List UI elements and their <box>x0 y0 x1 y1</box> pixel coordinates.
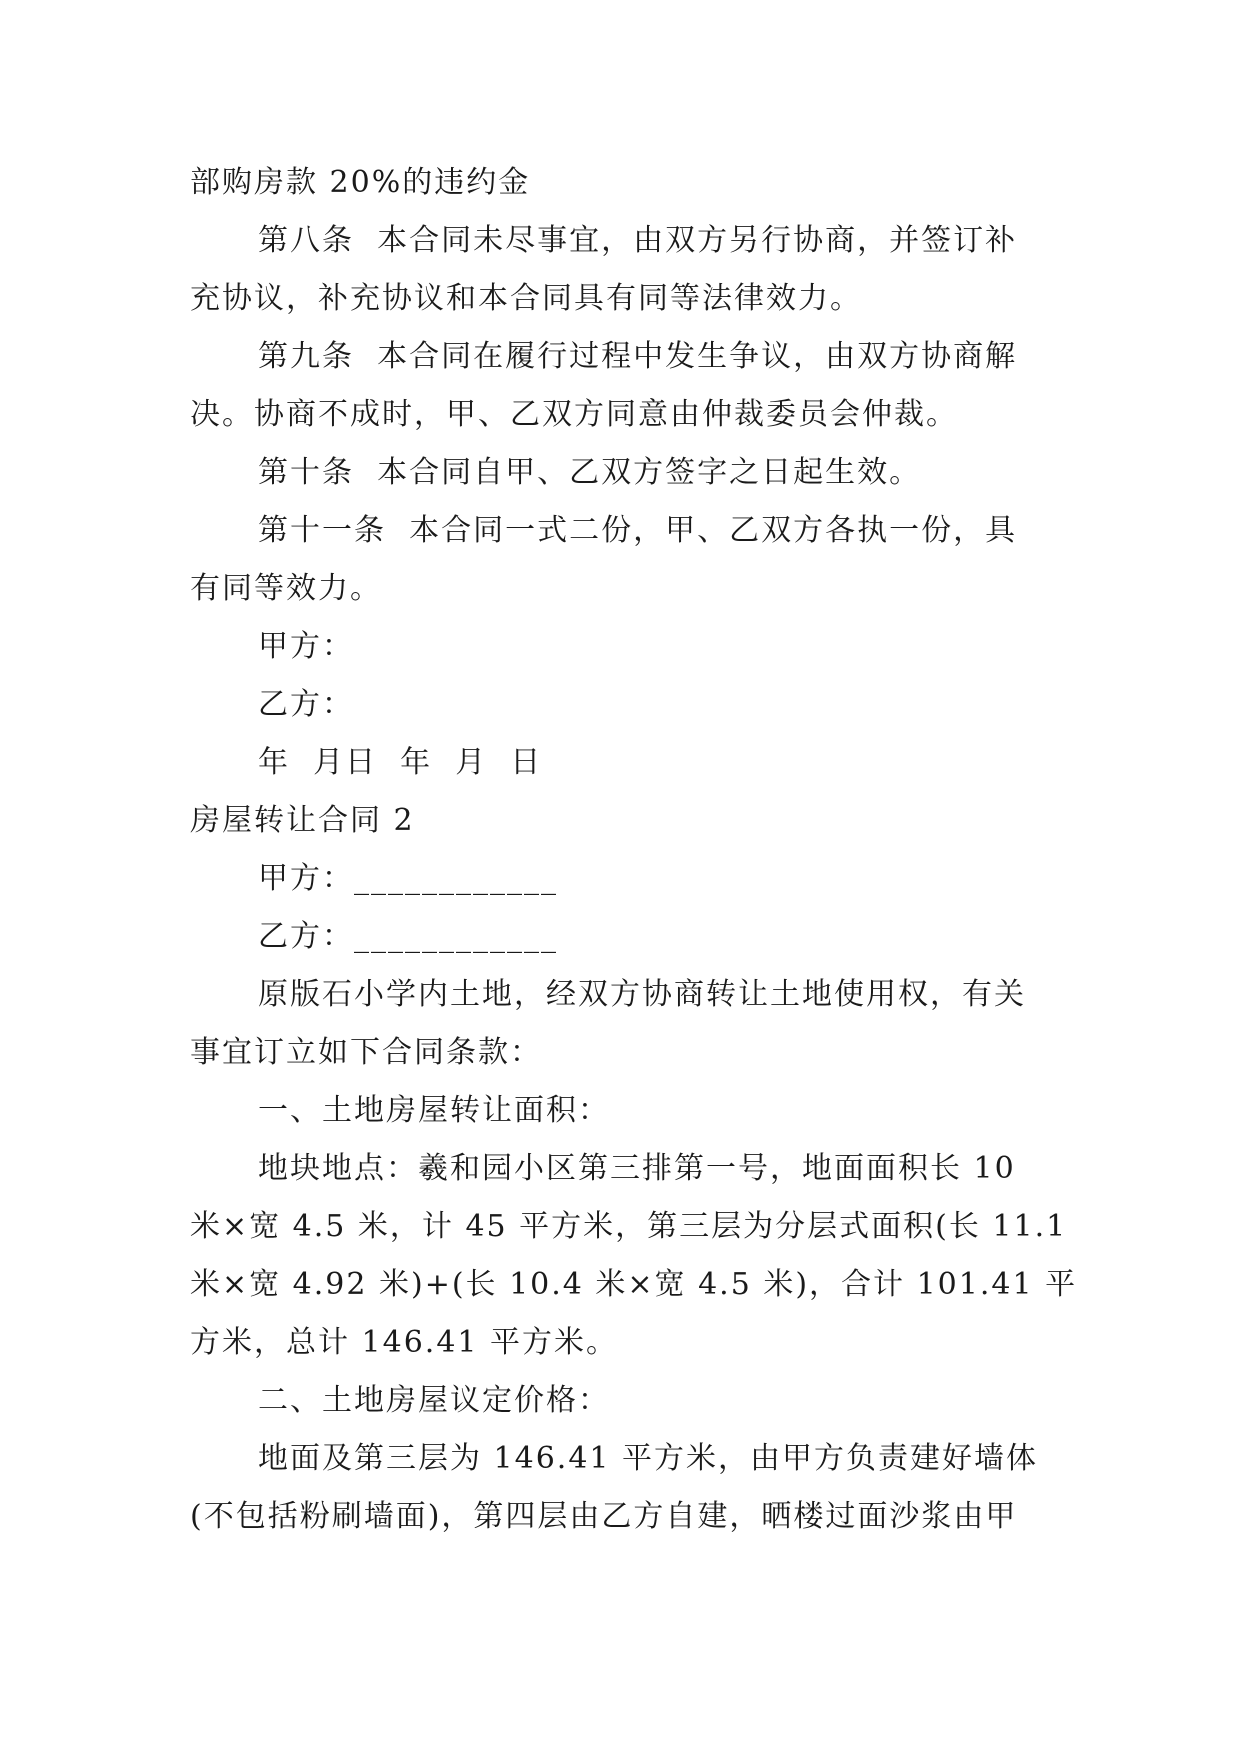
signature-date: 年 月日 年 月 日 <box>258 745 543 780</box>
text-line: 事宜订立如下合同条款： <box>190 1035 542 1070</box>
text-line: 米×宽 4.92 米)+(长 10.4 米×宽 4.5 米)，合计 101.41 平 <box>190 1267 1078 1302</box>
text-line: 决。协商不成时，甲、乙双方同意由仲裁委员会仲裁。 <box>190 397 958 432</box>
text-line: 米×宽 4.5 米，计 45 平方米，第三层为分层式面积(长 11.1 <box>190 1209 1068 1244</box>
text-line: (不包括粉刷墙面)，第四层由乙方自建，晒楼过面沙浆由甲 <box>190 1499 1018 1534</box>
text-line: 方米，总计 146.41 平方米。 <box>190 1325 619 1360</box>
clause-eleven: 第十一条 本合同一式二份，甲、乙双方各执一份，具 <box>258 513 1018 548</box>
text-line: 有同等效力。 <box>190 571 382 606</box>
clause-nine: 第九条 本合同在履行过程中发生争议，由双方协商解 <box>258 339 1018 374</box>
clause-eight: 第八条 本合同未尽事宜，由双方另行协商，并签订补 <box>258 223 1018 258</box>
party-a-field: 甲方：____________ <box>258 861 558 896</box>
party-b-field: 乙方：____________ <box>258 919 558 954</box>
text-line: 部购房款 20%的违约金 <box>190 165 531 200</box>
price-paragraph: 地面及第三层为 146.41 平方米，由甲方负责建好墙体 <box>258 1441 1039 1476</box>
text-line: 充协议，补充协议和本合同具有同等法律效力。 <box>190 281 862 316</box>
intro-paragraph: 原版石小学内土地，经双方协商转让土地使用权，有关 <box>258 977 1026 1012</box>
party-b-signature: 乙方： <box>258 687 354 722</box>
party-a-signature: 甲方： <box>258 629 354 664</box>
location-paragraph: 地块地点：羲和园小区第三排第一号，地面面积长 10 <box>258 1151 1016 1186</box>
item-heading-two: 二、土地房屋议定价格： <box>258 1383 610 1418</box>
clause-ten: 第十条 本合同自甲、乙双方签字之日起生效。 <box>258 455 922 490</box>
item-heading-one: 一、土地房屋转让面积： <box>258 1093 610 1128</box>
document-body <box>190 154 1078 1546</box>
section-title: 房屋转让合同 2 <box>190 803 415 838</box>
